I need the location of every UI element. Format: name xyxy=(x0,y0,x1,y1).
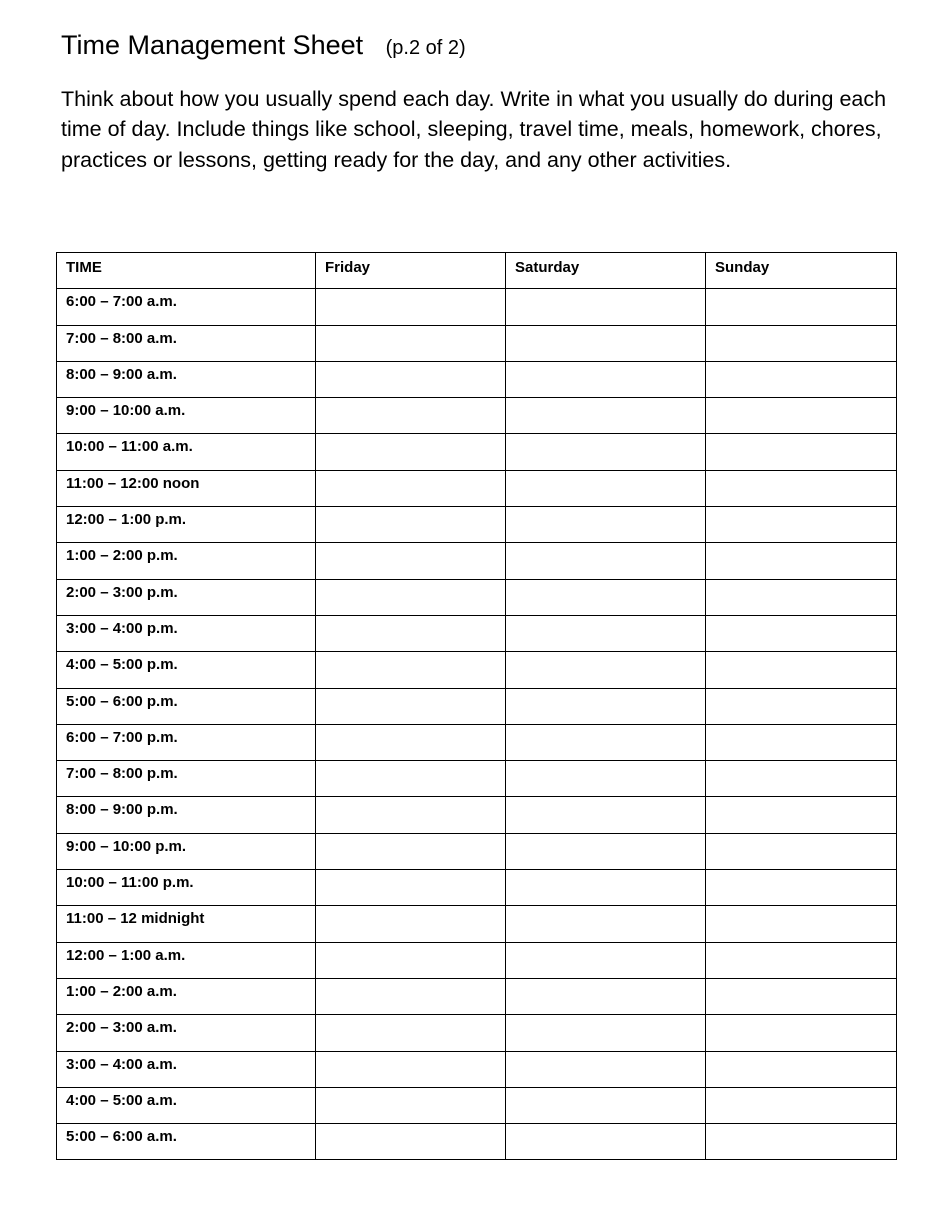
saturday-cell[interactable] xyxy=(506,978,706,1014)
table-row xyxy=(57,1124,897,1160)
title-line xyxy=(61,30,466,61)
table-row xyxy=(57,906,897,942)
saturday-cell[interactable] xyxy=(506,325,706,361)
saturday-cell[interactable] xyxy=(506,833,706,869)
saturday-cell[interactable] xyxy=(506,361,706,397)
sunday-cell[interactable] xyxy=(706,507,897,543)
sunday-cell[interactable] xyxy=(706,1087,897,1123)
friday-cell[interactable] xyxy=(316,761,506,797)
table-row xyxy=(57,289,897,325)
saturday-cell[interactable] xyxy=(506,543,706,579)
instructions-paragraph: Think about how you usually spend each day. Write in what you usually do during each time of day. Include things like school, sleeping, travel time, meals, homework, chores, practices or lessons, getting ready for the day, and any other activities. xyxy=(61,87,887,172)
column-header-sunday: Sunday xyxy=(706,253,897,289)
table-row xyxy=(57,652,897,688)
saturday-cell[interactable] xyxy=(506,688,706,724)
friday-cell[interactable] xyxy=(316,1051,506,1087)
time-slot-label: 1:00 – 2:00 a.m. xyxy=(57,978,316,1014)
sunday-cell[interactable] xyxy=(706,398,897,434)
time-slot-label: 5:00 – 6:00 a.m. xyxy=(57,1124,316,1160)
friday-cell[interactable] xyxy=(316,325,506,361)
table-row xyxy=(57,615,897,651)
saturday-cell[interactable] xyxy=(506,906,706,942)
time-slot-label: 3:00 – 4:00 a.m. xyxy=(57,1051,316,1087)
sunday-cell[interactable] xyxy=(706,1015,897,1051)
time-slot-label: 7:00 – 8:00 a.m. xyxy=(57,325,316,361)
table-row xyxy=(57,833,897,869)
saturday-cell[interactable] xyxy=(506,1087,706,1123)
friday-cell[interactable] xyxy=(316,797,506,833)
saturday-cell[interactable] xyxy=(506,942,706,978)
column-header-time: TIME xyxy=(57,253,316,289)
sunday-cell[interactable] xyxy=(706,724,897,760)
time-slot-label: 10:00 – 11:00 a.m. xyxy=(57,434,316,470)
time-slot-label: 5:00 – 6:00 p.m. xyxy=(57,688,316,724)
table-row xyxy=(57,1051,897,1087)
friday-cell[interactable] xyxy=(316,289,506,325)
table-row xyxy=(57,688,897,724)
saturday-cell[interactable] xyxy=(506,507,706,543)
sunday-cell[interactable] xyxy=(706,906,897,942)
sunday-cell[interactable] xyxy=(706,325,897,361)
saturday-cell[interactable] xyxy=(506,870,706,906)
table-row xyxy=(57,434,897,470)
friday-cell[interactable] xyxy=(316,1015,506,1051)
saturday-cell[interactable] xyxy=(506,398,706,434)
friday-cell[interactable] xyxy=(316,579,506,615)
friday-cell[interactable] xyxy=(316,1087,506,1123)
sunday-cell[interactable] xyxy=(706,942,897,978)
sunday-cell[interactable] xyxy=(706,470,897,506)
table-row xyxy=(57,978,897,1014)
time-slot-label: 4:00 – 5:00 a.m. xyxy=(57,1087,316,1123)
table-row xyxy=(57,1015,897,1051)
time-slot-label: 10:00 – 11:00 p.m. xyxy=(57,870,316,906)
sunday-cell[interactable] xyxy=(706,688,897,724)
table-row xyxy=(57,797,897,833)
sunday-cell[interactable] xyxy=(706,978,897,1014)
friday-cell[interactable] xyxy=(316,507,506,543)
sunday-cell[interactable] xyxy=(706,434,897,470)
friday-cell[interactable] xyxy=(316,398,506,434)
column-header-friday: Friday xyxy=(316,253,506,289)
time-slot-label: 7:00 – 8:00 p.m. xyxy=(57,761,316,797)
table-row xyxy=(57,325,897,361)
friday-cell[interactable] xyxy=(316,906,506,942)
saturday-cell[interactable] xyxy=(506,615,706,651)
saturday-cell[interactable] xyxy=(506,652,706,688)
time-slot-label: 1:00 – 2:00 p.m. xyxy=(57,543,316,579)
sunday-cell[interactable] xyxy=(706,652,897,688)
friday-cell[interactable] xyxy=(316,978,506,1014)
table-row xyxy=(57,724,897,760)
sunday-cell[interactable] xyxy=(706,543,897,579)
time-slot-label: 11:00 – 12:00 noon xyxy=(57,470,316,506)
table-row xyxy=(57,579,897,615)
saturday-cell[interactable] xyxy=(506,1015,706,1051)
table-row xyxy=(57,470,897,506)
header-row xyxy=(57,253,897,289)
friday-cell[interactable] xyxy=(316,361,506,397)
time-slot-label: 8:00 – 9:00 a.m. xyxy=(57,361,316,397)
table-row xyxy=(57,942,897,978)
table-row xyxy=(57,398,897,434)
sunday-cell[interactable] xyxy=(706,579,897,615)
saturday-cell[interactable] xyxy=(506,470,706,506)
time-slot-label: 6:00 – 7:00 p.m. xyxy=(57,724,316,760)
saturday-cell[interactable] xyxy=(506,1051,706,1087)
page-title: Time Management Sheet xyxy=(61,30,364,60)
sunday-cell[interactable] xyxy=(706,1051,897,1087)
sunday-cell[interactable] xyxy=(706,361,897,397)
table-row xyxy=(57,543,897,579)
saturday-cell[interactable] xyxy=(506,724,706,760)
friday-cell[interactable] xyxy=(316,434,506,470)
friday-cell[interactable] xyxy=(316,470,506,506)
table-row xyxy=(57,1087,897,1123)
saturday-cell[interactable] xyxy=(506,434,706,470)
time-slot-label: 9:00 – 10:00 p.m. xyxy=(57,833,316,869)
page-number-note: (p.2 of 2) xyxy=(385,37,466,59)
saturday-cell[interactable] xyxy=(506,289,706,325)
friday-cell[interactable] xyxy=(316,615,506,651)
saturday-cell[interactable] xyxy=(506,761,706,797)
table-row xyxy=(57,870,897,906)
friday-cell[interactable] xyxy=(316,833,506,869)
time-slot-label: 2:00 – 3:00 a.m. xyxy=(57,1015,316,1051)
time-slot-label: 8:00 – 9:00 p.m. xyxy=(57,797,316,833)
sunday-cell[interactable] xyxy=(706,797,897,833)
time-slot-label: 4:00 – 5:00 p.m. xyxy=(57,652,316,688)
time-slot-label: 2:00 – 3:00 p.m. xyxy=(57,579,316,615)
saturday-cell[interactable] xyxy=(506,797,706,833)
friday-cell[interactable] xyxy=(316,688,506,724)
friday-cell[interactable] xyxy=(316,870,506,906)
time-slot-label: 9:00 – 10:00 a.m. xyxy=(57,398,316,434)
friday-cell[interactable] xyxy=(316,652,506,688)
time-slot-label: 3:00 – 4:00 p.m. xyxy=(57,615,316,651)
saturday-cell[interactable] xyxy=(506,1124,706,1160)
time-slot-label: 6:00 – 7:00 a.m. xyxy=(57,289,316,325)
sunday-cell[interactable] xyxy=(706,761,897,797)
schedule-table xyxy=(56,252,897,1160)
sunday-cell[interactable] xyxy=(706,1124,897,1160)
time-slot-label: 12:00 – 1:00 a.m. xyxy=(57,942,316,978)
friday-cell[interactable] xyxy=(316,1124,506,1160)
sunday-cell[interactable] xyxy=(706,833,897,869)
time-slot-label: 12:00 – 1:00 p.m. xyxy=(57,507,316,543)
table-row xyxy=(57,361,897,397)
saturday-cell[interactable] xyxy=(506,579,706,615)
sunday-cell[interactable] xyxy=(706,615,897,651)
table-row xyxy=(57,761,897,797)
sunday-cell[interactable] xyxy=(706,870,897,906)
friday-cell[interactable] xyxy=(316,724,506,760)
column-header-saturday: Saturday xyxy=(506,253,706,289)
friday-cell[interactable] xyxy=(316,942,506,978)
table-row xyxy=(57,507,897,543)
schedule-body xyxy=(57,289,897,1160)
friday-cell[interactable] xyxy=(316,543,506,579)
sunday-cell[interactable] xyxy=(706,289,897,325)
time-slot-label: 11:00 – 12 midnight xyxy=(57,906,316,942)
